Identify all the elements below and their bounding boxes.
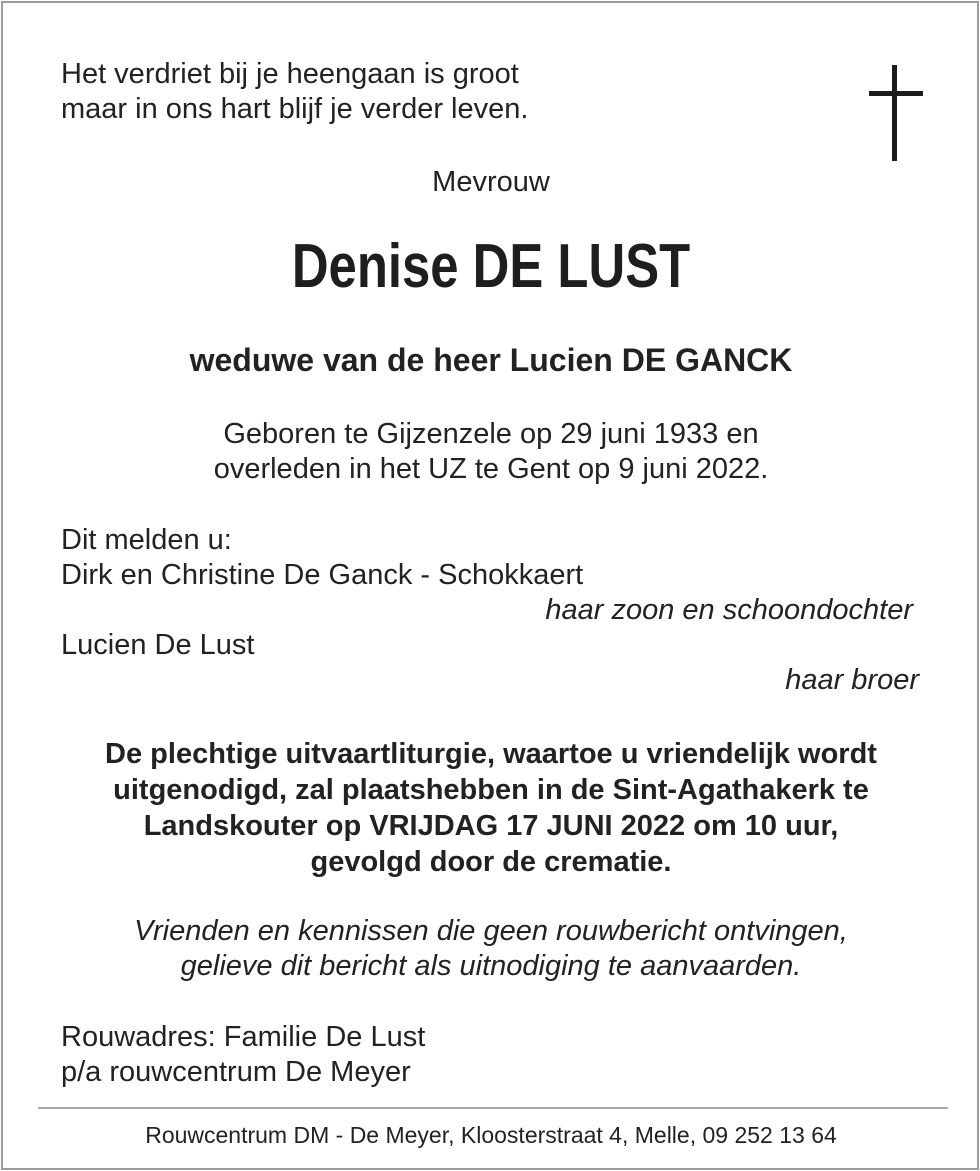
- announcers: [61, 523, 583, 593]
- announcer-relation: haar broer: [785, 664, 919, 696]
- footer-funeral-home: Rouwcentrum DM - De Meyer, Kloosterstraat 4, Melle, 09 252 13 64: [145, 1122, 837, 1148]
- widow-of: weduwe van de heer Lucien DE GANCK: [189, 342, 793, 378]
- verse-line: Het verdriet bij je heengaan is groot: [61, 58, 519, 90]
- cross-horizontal-bar: [869, 91, 923, 96]
- announcer-relation: haar zoon en schoondochter: [545, 594, 913, 626]
- footer-divider: [38, 1107, 948, 1109]
- obituary-card: [1, 1, 979, 1170]
- funeral-line: Landskouter op VRIJDAG 17 JUNI 2022 om 10 uur,: [143, 810, 839, 842]
- funeral-line: uitgenodigd, zal plaatshebben in de Sint-Agathakerk te: [113, 774, 869, 806]
- funeral-line: De plechtige uitvaartliturgie, waartoe u vriendelijk wordt: [105, 738, 877, 770]
- title-mevrouw: Mevrouw: [432, 166, 550, 198]
- born-line: Geboren te Gijzenzele op 29 juni 1933 en: [223, 418, 759, 450]
- funeral-line: gevolgd door de crematie.: [310, 846, 672, 878]
- friends-note: [3, 914, 979, 984]
- mourning-address: [61, 1020, 425, 1090]
- announcers-intro: Dit melden u:: [61, 524, 232, 556]
- mourning-address-line: Rouwadres: Familie De Lust: [61, 1021, 426, 1053]
- friends-note-line: gelieve dit bericht als uitnodiging te aanvaarden.: [180, 950, 802, 982]
- verse-line: maar in ons hart blijf je verder leven.: [61, 93, 529, 125]
- deceased-name: Denise DE LUST: [291, 232, 691, 301]
- friends-note-line: Vrienden en kennissen die geen rouwbericht ontvingen,: [134, 915, 848, 947]
- mourning-address-line: p/a rouwcentrum De Meyer: [61, 1056, 411, 1088]
- announcer-name: Lucien De Lust: [61, 629, 255, 661]
- funeral-details: [3, 736, 979, 880]
- died-line: overleden in het UZ te Gent op 9 juni 2022.: [213, 453, 769, 485]
- cross-vertical-bar: [892, 65, 897, 161]
- birth-death-info: [3, 417, 979, 487]
- verse: [61, 57, 528, 127]
- announcer-name: Dirk en Christine De Ganck - Schokkaert: [61, 559, 584, 591]
